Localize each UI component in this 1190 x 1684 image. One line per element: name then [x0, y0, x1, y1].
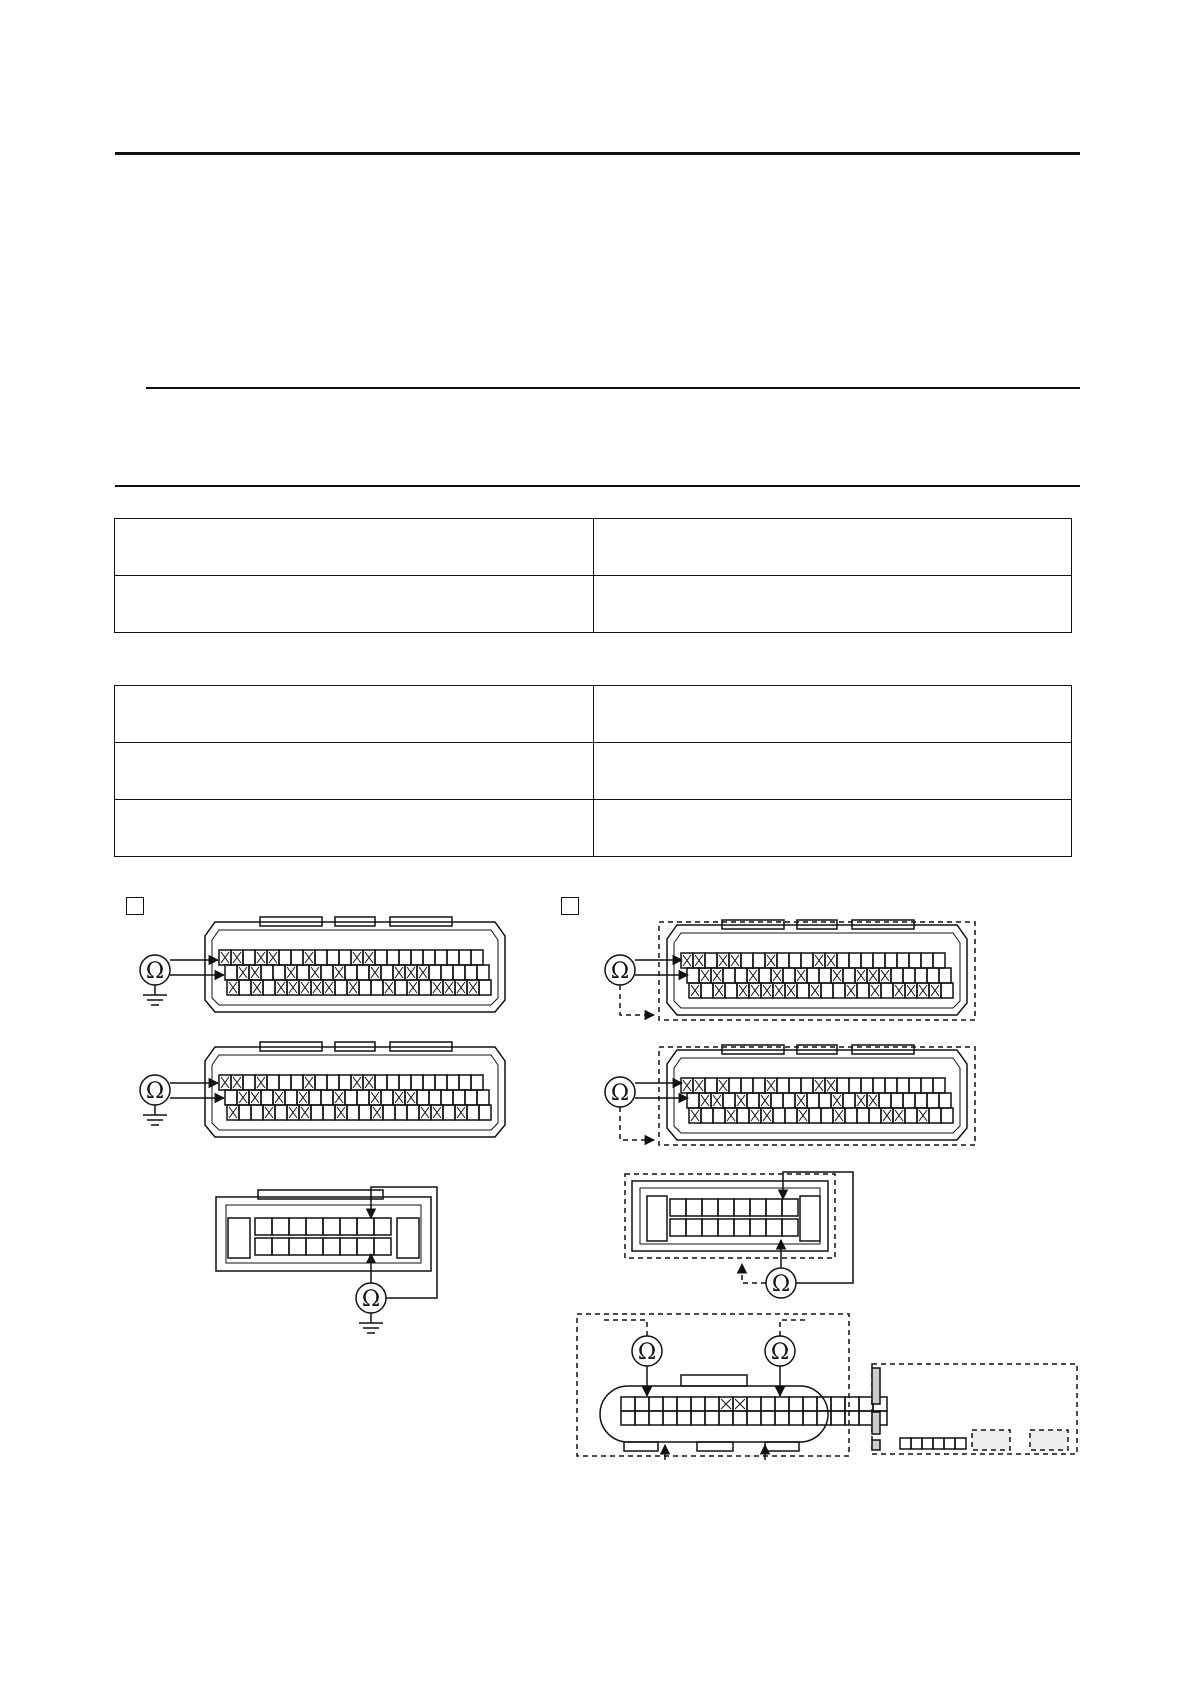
pin-cell: [357, 1238, 374, 1255]
legend-connector: [872, 1440, 880, 1450]
pin-cell: [857, 1108, 869, 1123]
probe-lead: [783, 1172, 853, 1283]
pin-cell: [859, 1397, 873, 1411]
pin-cell: [279, 1075, 291, 1090]
pin-cell: [941, 1108, 953, 1123]
pin-cell: [453, 1090, 465, 1105]
ohm-symbol: Ω: [610, 959, 630, 984]
pin-cell: [789, 1078, 801, 1093]
pin-cell: [909, 1078, 921, 1093]
pin-cell: [272, 1218, 289, 1235]
pin-cell: [759, 968, 771, 983]
pin-cell: [686, 1199, 702, 1216]
pin-cell: [831, 1411, 845, 1425]
probe-lead: [620, 985, 654, 1015]
pin-cell: [479, 1105, 491, 1120]
pin-cell: [459, 950, 471, 965]
pin-cell: [702, 1219, 718, 1236]
ohm-symbol: Ω: [361, 1287, 381, 1312]
pin-cell: [357, 1218, 374, 1235]
pin-cell: [819, 968, 831, 983]
pin-cell: [927, 1093, 939, 1108]
pin-cell: [677, 1411, 691, 1425]
connector-housing: [205, 922, 505, 1012]
pin-cell: [447, 1075, 459, 1090]
pin-cell: [903, 1093, 915, 1108]
pin-cell: [921, 1078, 933, 1093]
pin-cell: [741, 953, 753, 968]
ohm-symbol: Ω: [145, 959, 165, 984]
ohm-symbol: Ω: [637, 1340, 657, 1365]
pin-cell: [441, 965, 453, 980]
pin-cell: [323, 1105, 335, 1120]
pin-cell: [713, 1108, 725, 1123]
pin-cell: [291, 950, 303, 965]
pin-cell: [340, 1238, 357, 1255]
pin-cell: [635, 1397, 649, 1411]
pin-cell: [783, 968, 795, 983]
pin-cell: [255, 1218, 272, 1235]
pin-cell: [479, 980, 491, 995]
pin-cell: [677, 1397, 691, 1411]
pin-cell: [327, 1075, 339, 1090]
pin-cell: [723, 968, 735, 983]
pin-cell: [869, 1108, 881, 1123]
pin-cell: [750, 1199, 766, 1216]
pin-cell: [670, 1199, 686, 1216]
pin-cell: [845, 1397, 859, 1411]
pin-cell: [465, 965, 477, 980]
pin-cell: [359, 1105, 371, 1120]
pin-cell: [686, 1219, 702, 1236]
pin-cell: [885, 1078, 897, 1093]
pin-cell: [691, 1397, 705, 1411]
pin-cell: [407, 1105, 419, 1120]
pin-cell: [691, 1411, 705, 1425]
pin-cell: [881, 983, 893, 998]
pin-cell: [909, 953, 921, 968]
pin-cell: [885, 953, 897, 968]
pin-cell: [705, 1397, 719, 1411]
pin-cell: [471, 1075, 483, 1090]
pin-cell: [371, 980, 383, 995]
pin-cell: [891, 1093, 903, 1108]
ohm-symbol: Ω: [771, 1272, 791, 1297]
pin-cell: [747, 1411, 761, 1425]
pin-cell: [261, 965, 273, 980]
pin-cell: [718, 1219, 734, 1236]
pin-cell: [803, 1397, 817, 1411]
pin-cell: [729, 1078, 741, 1093]
pin-cell: [477, 965, 489, 980]
pin-cell: [467, 1105, 479, 1120]
pin-cell: [239, 980, 251, 995]
connector-housing: [205, 1047, 505, 1137]
pin-cell: [381, 965, 393, 980]
pin-cell: [435, 1075, 447, 1090]
pin-cell: [411, 950, 423, 965]
pin-cell: [243, 1075, 255, 1090]
pin-cell: [725, 983, 737, 998]
pin-cell: [929, 1108, 941, 1123]
pin-cell: [381, 1090, 393, 1105]
pin-cell: [797, 983, 809, 998]
pin-cell: [927, 968, 939, 983]
pin-cell: [753, 953, 765, 968]
pin-cell: [635, 1411, 649, 1425]
pin-cell: [789, 1411, 803, 1425]
pin-cell: [777, 953, 789, 968]
pin-cell: [905, 1108, 917, 1123]
pin-cell: [459, 1075, 471, 1090]
pin-cell: [239, 1105, 251, 1120]
pin-cell: [387, 1075, 399, 1090]
pin-cell: [817, 1411, 831, 1425]
pin-cell: [315, 950, 327, 965]
pin-cell: [453, 965, 465, 980]
pin-cell: [761, 1411, 775, 1425]
pin-cell: [821, 983, 833, 998]
pin-cell: [670, 1219, 686, 1236]
pin-cell: [733, 1411, 747, 1425]
pin-cell: [261, 1090, 273, 1105]
pin-cell: [783, 1093, 795, 1108]
pin-cell: [374, 1238, 391, 1255]
legend-pin: [922, 1438, 933, 1449]
pin-cell: [289, 1238, 306, 1255]
pin-cell: [941, 983, 953, 998]
pin-cell: [807, 1093, 819, 1108]
connector-tab: [697, 1442, 733, 1451]
pin-cell: [399, 1075, 411, 1090]
pin-cell: [309, 1090, 321, 1105]
pin-cell: [243, 950, 255, 965]
pin-cell: [723, 1093, 735, 1108]
ohm-symbol: Ω: [145, 1079, 165, 1104]
pin-cell: [374, 1218, 391, 1235]
pin-cell: [263, 980, 275, 995]
legend-connector: [872, 1412, 880, 1434]
pin-cell: [279, 950, 291, 965]
connector-housing: [667, 1050, 967, 1140]
pin-cell: [702, 1199, 718, 1216]
pin-cell: [801, 1078, 813, 1093]
pin-cell: [339, 1075, 351, 1090]
legend-pin: [900, 1438, 911, 1449]
pin-cell: [387, 950, 399, 965]
pin-cell: [803, 1411, 817, 1425]
pin-cell: [273, 965, 285, 980]
pin-cell: [335, 980, 347, 995]
pin-cell: [417, 1090, 429, 1105]
pin-cell: [687, 1093, 699, 1108]
pin-cell: [339, 950, 351, 965]
pin-cell: [429, 965, 441, 980]
pin-cell: [933, 1078, 945, 1093]
pin-cell: [809, 1108, 821, 1123]
pin-cell: [289, 1218, 306, 1235]
pin-cell: [395, 980, 407, 995]
pin-cell: [359, 980, 371, 995]
pin-cell: [251, 1105, 263, 1120]
small-connector-side: [647, 1196, 667, 1241]
pin-cell: [649, 1397, 663, 1411]
pin-cell: [777, 1078, 789, 1093]
pin-cell: [849, 953, 861, 968]
pin-cell: [766, 1219, 782, 1236]
pin-cell: [819, 1093, 831, 1108]
pin-cell: [782, 1199, 798, 1216]
pin-cell: [861, 1078, 873, 1093]
pin-cell: [897, 953, 909, 968]
pin-cell: [747, 1397, 761, 1411]
pin-cell: [321, 965, 333, 980]
pin-cell: [939, 968, 951, 983]
pin-cell: [737, 1108, 749, 1123]
legend-pin: [955, 1438, 966, 1449]
connector-tab: [624, 1442, 658, 1451]
pin-cell: [663, 1411, 677, 1425]
pin-cell: [939, 1093, 951, 1108]
pin-cell: [423, 1075, 435, 1090]
legend-connector: [872, 1368, 880, 1404]
pin-cell: [225, 1090, 237, 1105]
probe-lead: [620, 1107, 654, 1140]
pin-cell: [845, 1108, 857, 1123]
legend-pin: [911, 1438, 922, 1449]
pin-cell: [345, 965, 357, 980]
probe-lead: [371, 1187, 437, 1298]
pin-cell: [891, 968, 903, 983]
pin-cell: [775, 1411, 789, 1425]
probe-lead: [600, 1320, 647, 1336]
pin-cell: [837, 1078, 849, 1093]
connector-tab: [681, 1375, 747, 1386]
legend-pin: [944, 1438, 955, 1449]
pin-cell: [465, 1090, 477, 1105]
pin-cell: [321, 1090, 333, 1105]
pin-cell: [747, 1093, 759, 1108]
pin-cell: [849, 1078, 861, 1093]
connector-tab: [765, 1442, 799, 1451]
pin-cell: [741, 1078, 753, 1093]
pin-cell: [621, 1397, 635, 1411]
pin-cell: [395, 1105, 407, 1120]
pin-cell: [701, 1108, 713, 1123]
pin-cell: [441, 1090, 453, 1105]
ohm-symbol: Ω: [770, 1340, 790, 1365]
probe-lead: [742, 1264, 766, 1283]
ohm-symbol: Ω: [610, 1081, 630, 1106]
pin-cell: [773, 1108, 785, 1123]
pin-cell: [323, 1218, 340, 1235]
pin-cell: [735, 968, 747, 983]
pin-cell: [859, 1411, 873, 1425]
pin-cell: [861, 953, 873, 968]
pin-cell: [327, 950, 339, 965]
pin-cell: [785, 1108, 797, 1123]
pin-cell: [705, 1411, 719, 1425]
pin-cell: [272, 1238, 289, 1255]
small-connector-side: [397, 1218, 419, 1258]
pin-cell: [375, 950, 387, 965]
pin-cell: [419, 980, 431, 995]
pin-cell: [267, 1075, 279, 1090]
pin-cell: [879, 1093, 891, 1108]
pin-cell: [357, 965, 369, 980]
legend-pin: [933, 1438, 944, 1449]
legend-connector: [1030, 1430, 1068, 1450]
pin-cell: [311, 1105, 323, 1120]
pin-cell: [801, 953, 813, 968]
pin-cell: [291, 1075, 303, 1090]
pin-cell: [375, 1075, 387, 1090]
pin-cell: [750, 1219, 766, 1236]
pin-cell: [807, 968, 819, 983]
pin-cell: [903, 968, 915, 983]
pin-cell: [775, 1397, 789, 1411]
pin-cell: [323, 1238, 340, 1255]
pin-cell: [429, 1090, 441, 1105]
small-connector-side: [228, 1218, 250, 1258]
pin-cell: [845, 1411, 859, 1425]
pin-cell: [789, 953, 801, 968]
pin-cell: [621, 1411, 635, 1425]
connector-housing: [667, 925, 967, 1015]
pin-cell: [275, 1105, 287, 1120]
pin-cell: [705, 953, 717, 968]
pin-cell: [649, 1411, 663, 1425]
pin-cell: [383, 1105, 395, 1120]
pin-cell: [306, 1238, 323, 1255]
pin-cell: [477, 1090, 489, 1105]
pin-cell: [315, 1075, 327, 1090]
pin-cell: [897, 1078, 909, 1093]
pin-cell: [933, 953, 945, 968]
pin-cell: [857, 983, 869, 998]
pin-cell: [734, 1219, 750, 1236]
pin-cell: [719, 1411, 733, 1425]
pin-cell: [447, 950, 459, 965]
pin-cell: [833, 983, 845, 998]
pin-cell: [915, 1093, 927, 1108]
pin-cell: [821, 1108, 833, 1123]
pin-cell: [771, 1093, 783, 1108]
pin-cell: [435, 950, 447, 965]
pin-cell: [340, 1218, 357, 1235]
pin-cell: [761, 1397, 775, 1411]
legend-connector: [972, 1430, 1010, 1450]
pin-cell: [687, 968, 699, 983]
dashed-box: [577, 1314, 849, 1456]
pin-cell: [399, 950, 411, 965]
probe-lead: [780, 1320, 805, 1336]
pin-cell: [285, 1090, 297, 1105]
pin-cell: [921, 953, 933, 968]
pin-cell: [718, 1199, 734, 1216]
pin-cell: [782, 1219, 798, 1236]
pin-cell: [734, 1199, 750, 1216]
pin-cell: [471, 950, 483, 965]
pin-cell: [705, 1078, 717, 1093]
pin-cell: [837, 953, 849, 968]
pin-cell: [753, 1078, 765, 1093]
pin-cell: [411, 1075, 423, 1090]
pin-cell: [663, 1397, 677, 1411]
pin-cell: [306, 1218, 323, 1235]
pin-cell: [345, 1090, 357, 1105]
pin-cell: [255, 1238, 272, 1255]
pin-cell: [701, 983, 713, 998]
pin-cell: [873, 1078, 885, 1093]
pin-cell: [843, 968, 855, 983]
pin-cell: [297, 965, 309, 980]
pin-cell: [225, 965, 237, 980]
pin-cell: [443, 1105, 455, 1120]
connector-housing: [600, 1386, 828, 1442]
pin-cell: [766, 1199, 782, 1216]
pin-cell: [873, 953, 885, 968]
pin-cell: [347, 1105, 359, 1120]
pin-cell: [789, 1397, 803, 1411]
pin-cell: [357, 1090, 369, 1105]
pin-cell: [843, 1093, 855, 1108]
small-connector-side: [800, 1196, 820, 1241]
pin-cell: [423, 950, 435, 965]
pin-cell: [831, 1397, 845, 1411]
pin-cell: [915, 968, 927, 983]
